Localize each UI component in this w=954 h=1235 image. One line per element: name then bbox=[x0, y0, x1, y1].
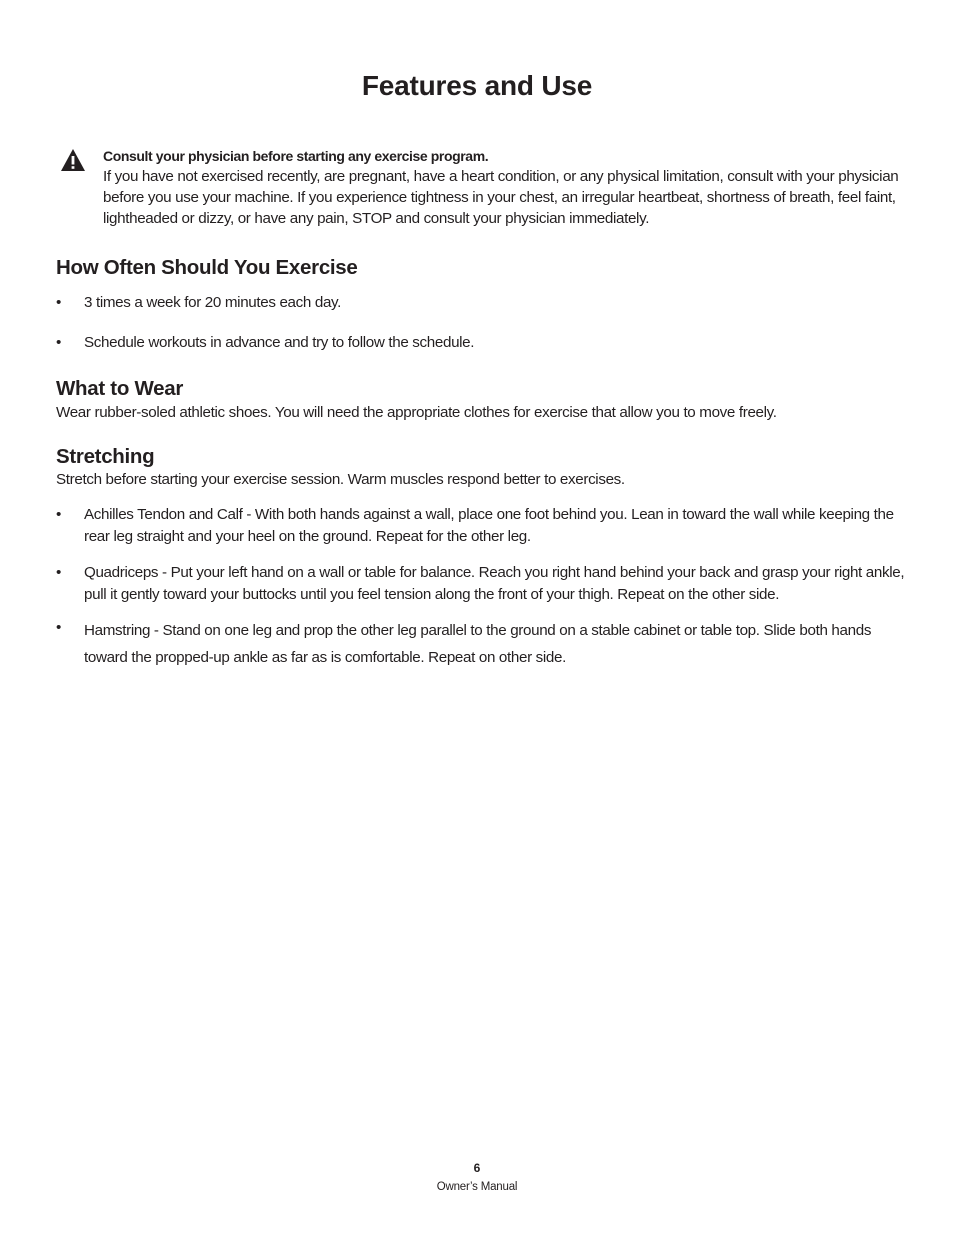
list-item-text: Achilles Tendon and Calf - With both hands against a wall, place one foot behind you. Lean in toward the wall while keeping the rear leg straight and your heel on the ground. Repeat for the other leg. bbox=[84, 506, 894, 545]
list-item bbox=[56, 562, 906, 606]
bullet-dot: • bbox=[56, 294, 61, 311]
section-heading-stretching: Stretching bbox=[56, 445, 155, 468]
warning-text bbox=[103, 146, 903, 229]
list-item bbox=[56, 504, 906, 548]
page-title: Features and Use bbox=[361, 70, 593, 101]
footer-manual-title: Owner’s Manual bbox=[436, 1181, 518, 1193]
list-item bbox=[56, 617, 906, 671]
list-item bbox=[56, 332, 906, 354]
warning-body: If you have not exercised recently, are pregnant, have a heart condition, or any physical limitation, consult with your physician before you use your machine. If you experience tightness in your chest, an irregular heartbeat, shortness of breath, feel faint, lightheaded or dizzy, or have any pain, STOP and consult your physician immediately. bbox=[103, 168, 899, 227]
bullet-dot: • bbox=[56, 619, 61, 636]
list-item bbox=[56, 292, 906, 314]
section-heading-how-often: How Often Should You Exercise bbox=[56, 256, 358, 279]
warning-triangle-icon bbox=[60, 148, 86, 172]
list-item-text: Schedule workouts in advance and try to follow the schedule. bbox=[84, 334, 475, 351]
bullet-dot: • bbox=[56, 564, 61, 581]
page-number: 6 bbox=[473, 1161, 481, 1175]
list-item-text: Hamstring - Stand on one leg and prop the other leg parallel to the ground on a stable cabinet or table top. Slide both hands toward the propped-up ankle as far as is comfortable. Repeat on other side. bbox=[84, 622, 872, 666]
list-item-text: 3 times a week for 20 minutes each day. bbox=[84, 294, 342, 311]
warning-heading: Consult your physician before starting any exercise program. bbox=[103, 148, 489, 164]
bullet-dot: • bbox=[56, 506, 61, 523]
what-to-wear-text: Wear rubber-soled athletic shoes. You will need the appropriate clothes for exercise that allow you to move freely. bbox=[56, 404, 777, 421]
stretching-intro-text: Stretch before starting your exercise session. Warm muscles respond better to exercises. bbox=[56, 471, 625, 488]
bullet-dot: • bbox=[56, 334, 61, 351]
section-heading-what-to-wear: What to Wear bbox=[56, 377, 183, 400]
list-item-text: Quadriceps - Put your left hand on a wall or table for balance. Reach you right hand behind your back and grasp your right ankle, pull it gently toward your buttocks until you feel tension along the front of your thigh. Repeat on the other side. bbox=[84, 564, 905, 603]
